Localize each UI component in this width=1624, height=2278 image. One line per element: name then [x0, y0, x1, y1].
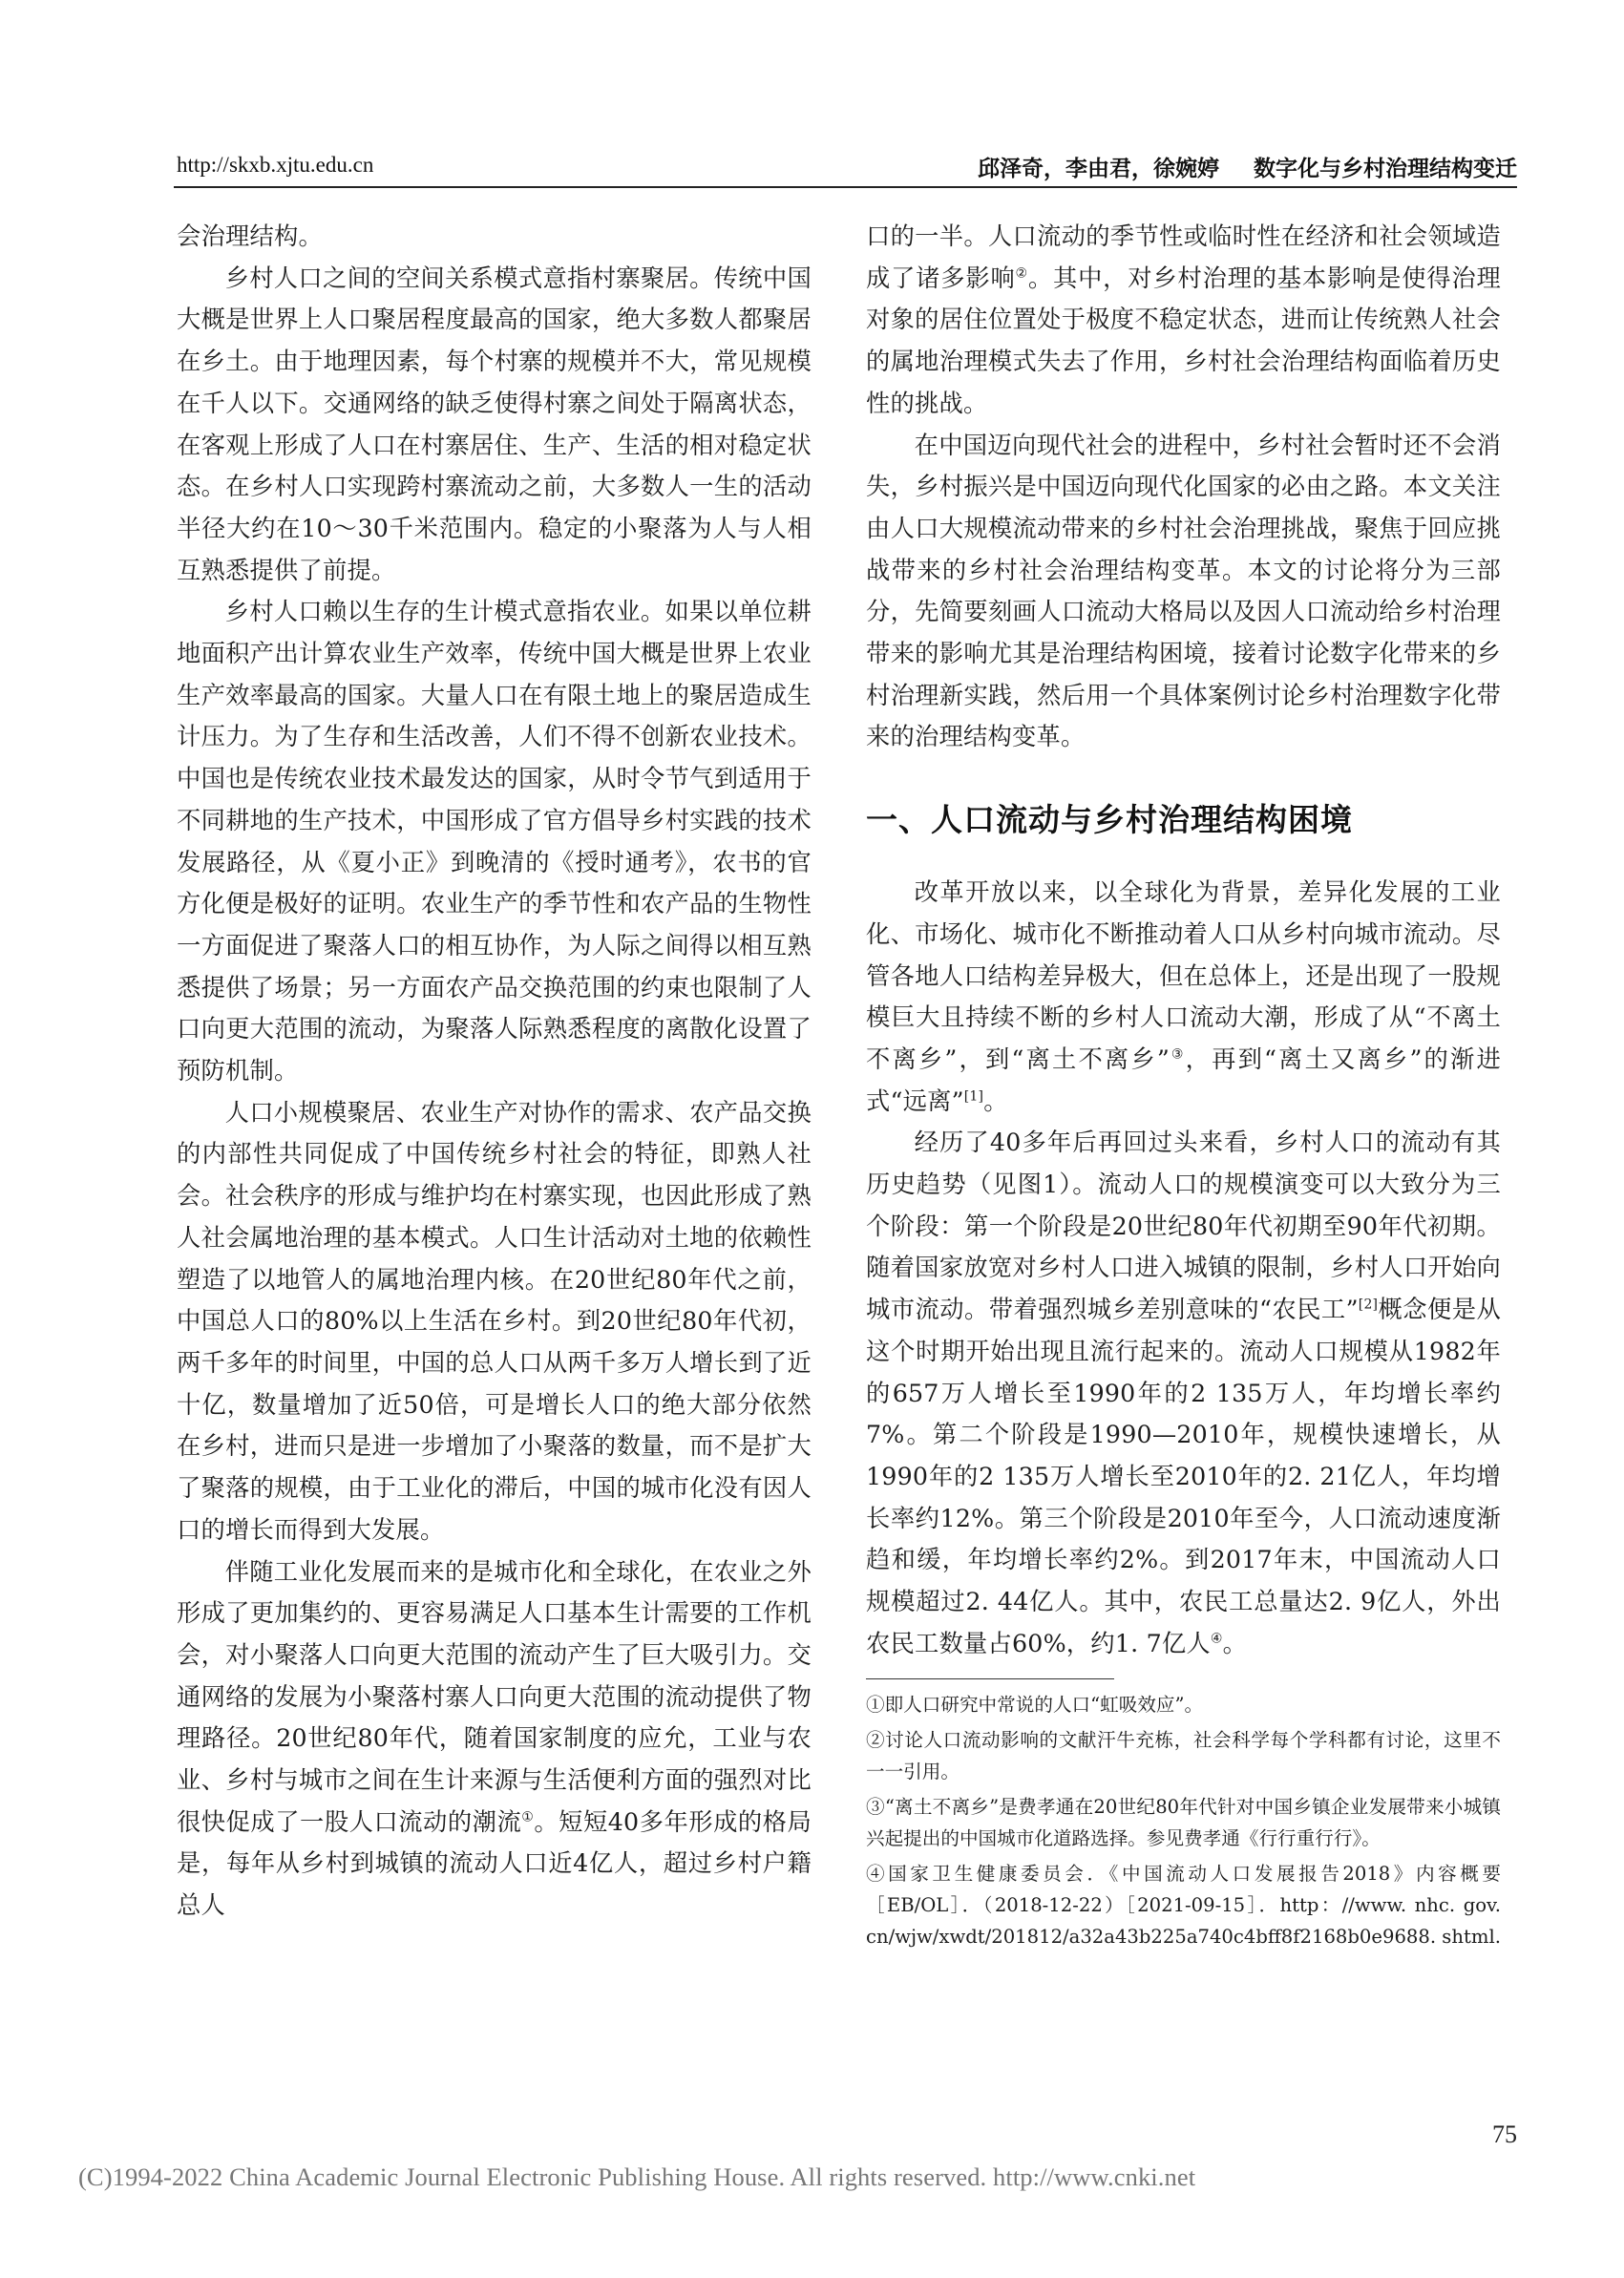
footnote[interactable]: ④国家卫生健康委员会．《中国流动人口发展报告2018》内容概要［EB/OL］．（2018-12-22）［2021-09-15］．http：//www. nhc. gov. cn/wjw/xwdt/201812/a32a43b225a740c4bff8f2168b0e9688. shtml. — [866, 1862, 1501, 1948]
right-column — [866, 216, 1501, 1956]
copyright-watermark: (C)1994-2022 China Academic Journal Electronic Publishing House. All rights reserved. http://www.cnki.net — [78, 2162, 1196, 2191]
body-paragraph — [177, 1551, 812, 1927]
running-header — [978, 151, 1517, 182]
paragraph-text: 改革开放以来，以全球化为背景，差异化发展的工业化、市场化、城市化不断推动着人口从乡村向城市流动。尽管各地人口结构差异极大，但在总体上，还是出现了一股规模巨大且持续不断的乡村人口流动大潮，形成了从“不离土不离乡”，到“离土不离乡” — [866, 878, 1501, 1073]
citation-ref-2[interactable]: [2] — [1358, 1297, 1379, 1313]
footnote-ref-4[interactable]: ④ — [1210, 1631, 1223, 1647]
body-paragraph: 会治理结构。 — [177, 222, 323, 250]
body-paragraph — [866, 1122, 1501, 1664]
page-number: 75 — [1492, 2120, 1517, 2148]
journal-url-link[interactable]: http://skxb.xjtu.edu.cn — [177, 153, 374, 177]
paragraph-text: 。短短40多年形成的格局是，每年从乡村到城镇的流动人口近4亿人，超过乡村户籍总人 — [177, 1807, 812, 1920]
body-paragraph: 乡村人口赖以生存的生计模式意指农业。如果以单位耕地面积产出计算农业生产效率，传统中国大概是世界上农业生产效率最高的国家。大量人口在有限土地上的聚居造成生计压力。为了生存和生活改善，人们不得不创新农业技术。中国也是传统农业技术最发达的国家，从时令节气到适用于不同耕地的生产技术，中国形成了官方倡导乡村实践的技术发展路径，从《夏小正》到晚清的《授时通考》，农书的官方化便是极好的证明。农业生产的季节性和农产品的生物性一方面促进了聚落人口的相互协作，为人际之间得以相互熟悉提供了场景；另一方面农产品交换范围的约束也限制了人口向更大范围的流动，为聚落人际熟悉程度的离散化设置了预防机制。 — [177, 598, 812, 1086]
footnote-ref-1[interactable]: ① — [521, 1809, 535, 1825]
paragraph-text: 经历了40多年后再回过头来看，乡村人口的流动有其历史趋势（见图1）。流动人口的规模演变可以大致分为三个阶段：第一个阶段是20世纪80年代初期至90年代初期。随着国家放宽对乡村人口进入城镇的限制，乡村人口开始向城市流动。带着强烈城乡差别意味的“农民工” — [866, 1128, 1501, 1324]
header-divider — [174, 186, 1517, 188]
paragraph-text: 概念便是从这个时期开始出现且流行起来的。流动人口规模从1982年的657万人增长至1990年的2 135万人，年均增长率约7%。第二个阶段是1990—2010年，规模快速增长，从1990年的2 135万人增长至2010年的2. 21亿人，年均增长率约12%。第三个阶段是2010年至今，人口流动速度渐趋和缓，年均增长率约2%。到2017年末，中国流动人口规模超过2. 44亿人。其中，农民工总量达2. 9亿人，外出农民工数量占60%，约1. 7亿人 — [866, 1296, 1501, 1657]
footnote: ①即人口研究中常说的人口“虹吸效应”。 — [866, 1693, 1204, 1716]
paragraph-text: ，再到“离土又离乡”的渐进式“远离” — [866, 1044, 1501, 1115]
footnote: ③“离土不离乡”是费孝通在20世纪80年代针对中国乡镇企业发展带来小城镇兴起提出的中国城市化道路选择。参见费孝通《行行重行行》。 — [866, 1795, 1501, 1849]
body-paragraph: 乡村人口之间的空间关系模式意指村寨聚居。传统中国大概是世界上人口聚居程度最高的国家，绝大多数人都聚居在乡土。由于地理因素，每个村寨的规模并不大，常见规模在千人以下。交通网络的缺乏使得村寨之间处于隔离状态，在客观上形成了人口在村寨居住、生产、生活的相对稳定状态。在乡村人口实现跨村寨流动之前，大多数人一生的活动半径大约在10～30千米范围内。稳定的小聚落为人与人相互熟悉提供了前提。 — [177, 264, 812, 584]
paragraph-text: 伴随工业化发展而来的是城市化和全球化，在农业之外形成了更加集约的、更容易满足人口基本生计需要的工作机会，对小聚落人口向更大范围的流动产生了巨大吸引力。交通网络的发展为小聚落村寨人口向更大范围的流动提供了物理路径。20世纪80年代，随着国家制度的应允，工业与农业、乡村与城市之间在生计来源与生活便利方面的强烈对比很快促成了一股人口流动的潮流 — [177, 1557, 812, 1836]
body-paragraph — [866, 872, 1501, 1122]
paragraph-text: 。 — [983, 1086, 1008, 1115]
footnote: ②讨论人口流动影响的文献汗牛充栋，社会科学每个学科都有讨论，这里不一一引用。 — [866, 1728, 1501, 1782]
header-article-title: 数字化与乡村治理结构变迁 — [1254, 156, 1517, 181]
paragraph-text: 口的一半。人口流动的季节性或临时性在经济和社会领域造成了诸多影响 — [866, 222, 1501, 292]
paragraph-text: 。其中，对乡村治理的基本影响是使得治理对象的居住位置处于极度不稳定状态，进而让传统熟人社会的属地治理模式失去了作用，乡村社会治理结构面临着历史性的挑战。 — [866, 264, 1501, 417]
header-authors: 邱泽奇，李由君，徐婉婷 — [977, 156, 1219, 181]
footnote-divider — [866, 1678, 1114, 1679]
paragraph-text: 。 — [1222, 1629, 1248, 1657]
body-paragraph: 人口小规模聚居、农业生产对协作的需求、农产品交换的内部性共同促成了中国传统乡村社会的特征，即熟人社会。社会秩序的形成与维护均在村寨实现，也因此形成了熟人社会属地治理的基本模式。人口生计活动对土地的依赖性塑造了以地管人的属地治理内核。在20世纪80年代之前，中国总人口的80%以上生活在乡村。到20世纪80年代初，两千多年的时间里，中国的总人口从两千多万人增长到了近十亿，数量增加了近50倍，可是增长人口的绝大部分依然在乡村，进而只是进一步增加了小聚落的数量，而不是扩大了聚落的规模，由于工业化的滞后，中国的城市化没有因人口的增长而得到大发展。 — [177, 1098, 812, 1544]
body-paragraph: 在中国迈向现代社会的进程中，乡村社会暂时还不会消失，乡村振兴是中国迈向现代化国家的必由之路。本文关注由人口大规模流动带来的乡村社会治理挑战，聚焦于回应挑战带来的乡村社会治理结构变革。本文的讨论将分为三部分，先简要刻画人口流动大格局以及因人口流动给乡村治理带来的影响尤其是治理结构困境，接着讨论数字化带来的乡村治理新实践，然后用一个具体案例讨论乡村治理数字化带来的治理结构变革。 — [866, 431, 1501, 751]
left-column — [177, 216, 812, 1927]
footnote-ref-3[interactable]: ③ — [1169, 1046, 1186, 1063]
body-paragraph — [866, 216, 1501, 425]
footnote-ref-2[interactable]: ② — [1015, 265, 1028, 282]
citation-ref-1[interactable]: [1] — [963, 1088, 984, 1105]
section-heading: 一、人口流动与乡村治理结构困境 — [866, 801, 1353, 839]
